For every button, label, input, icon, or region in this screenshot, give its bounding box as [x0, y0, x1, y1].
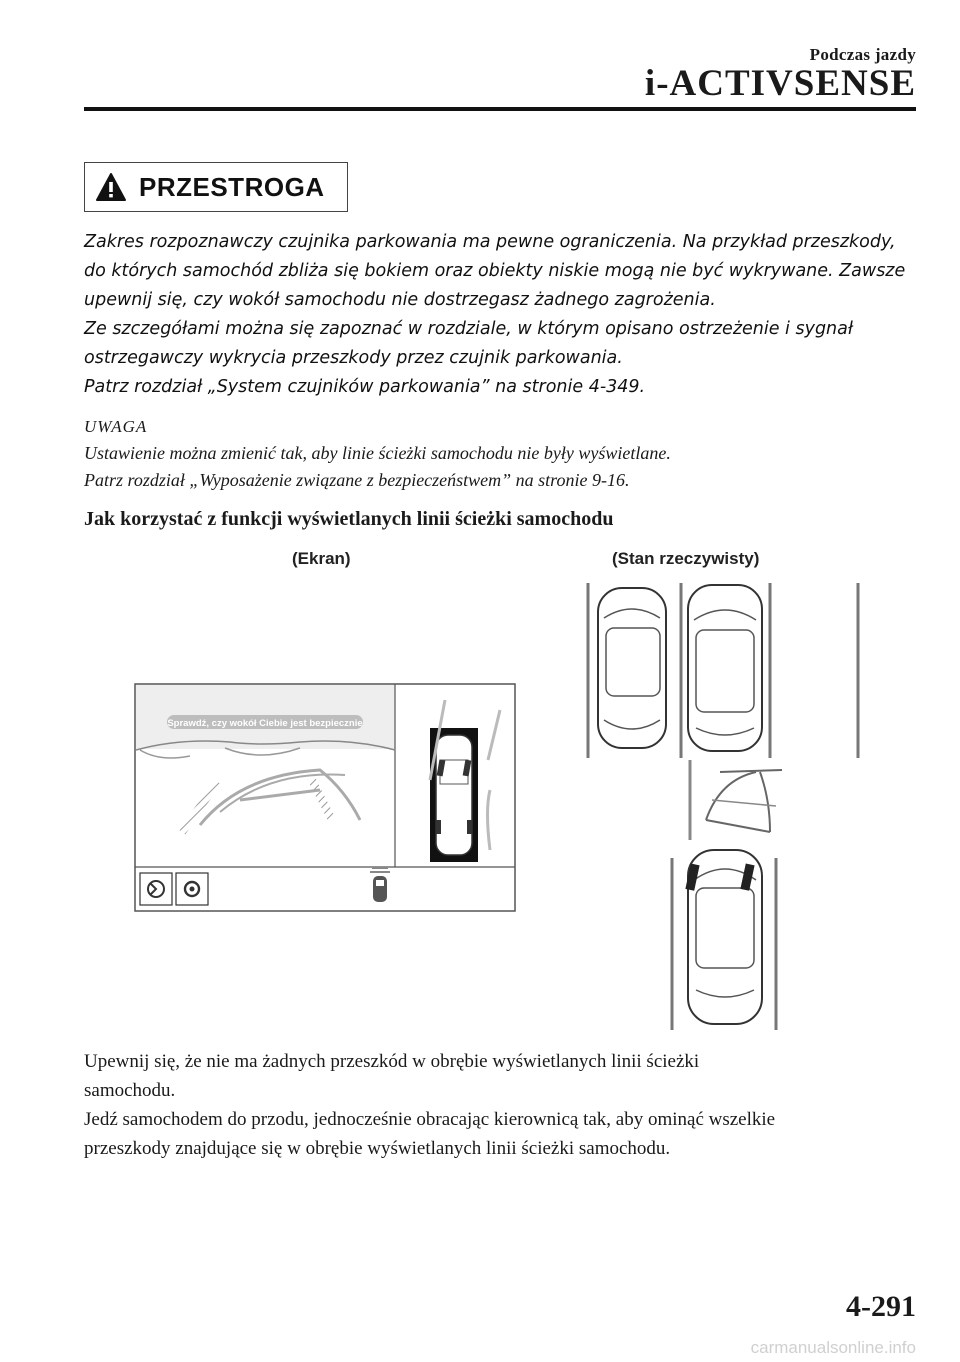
parked-car [598, 588, 666, 748]
note-line: Patrz rozdział „Wyposażenie związane z bezpieczeństwem” na stronie 9-16. [84, 470, 630, 490]
body-line: samochodu. [84, 1080, 176, 1101]
turning-car [685, 850, 762, 1024]
figure-label-screen: (Ekran) [292, 549, 351, 568]
actual-situation [588, 583, 858, 1030]
note-heading: UWAGA [84, 417, 148, 436]
caution-line: do których samochód zbliża się bokiem oraz obiekty niskie mogą nie być wykrywane. Zawsze [84, 261, 906, 281]
caution-line: upewnij się, czy wokół samochodu nie dostrzegasz żadnego zagrożenia. [84, 290, 716, 310]
caution-label: PRZESTROGA [139, 171, 325, 202]
body-line: Jedź samochodem do przodu, jednocześnie obracając kierownicą tak, aby ominąć wszelkie [84, 1109, 776, 1130]
caution-line: Zakres rozpoznawczy czujnika parkowania ma pewne ograniczenia. Na przykład przeszkody, [84, 232, 896, 252]
figure-label-actual: (Stan rzeczywisty) [612, 549, 760, 568]
parked-car [688, 585, 762, 751]
note-line: Ustawienie można zmienić tak, aby linie ścieżki samochodu nie były wyświetlane. [84, 443, 671, 463]
body-line: Upewnij się, że nie ma żadnych przeszkód w obrębie wyświetlanych linii ścieżki [84, 1051, 700, 1072]
section-heading: Jak korzystać z funkcji wyświetlanych linii ścieżki samochodu [84, 508, 614, 530]
header-divider [84, 107, 916, 111]
watermark: carmanualsonline.info [750, 1338, 916, 1357]
warning-triangle-icon [95, 172, 127, 202]
caution-line: Ze szczegółami można się zapoznać w rozdziale, w którym opisano ostrzeżenie i sygnał [84, 319, 853, 339]
screen-banner: Sprawdź, czy wokół Ciebie jest bezpiecznie [167, 718, 363, 729]
caution-line: Patrz rozdział „System czujników parkowania” na stronie 4-349. [84, 377, 646, 397]
screen-display [135, 684, 515, 911]
section-subtitle: Podczas jazdy [809, 45, 916, 64]
section-title: i-ACTIVSENSE [644, 63, 916, 104]
body-line: przeszkody znajdujące się w obrębie wyświetlanych linii ścieżki samochodu. [84, 1138, 671, 1159]
parking-illustration [0, 560, 960, 1040]
caution-header [84, 162, 348, 212]
caution-line: ostrzegawczy wykrycia przeszkody przez czujnik parkowania. [84, 348, 623, 368]
page-number: 4-291 [846, 1290, 916, 1323]
